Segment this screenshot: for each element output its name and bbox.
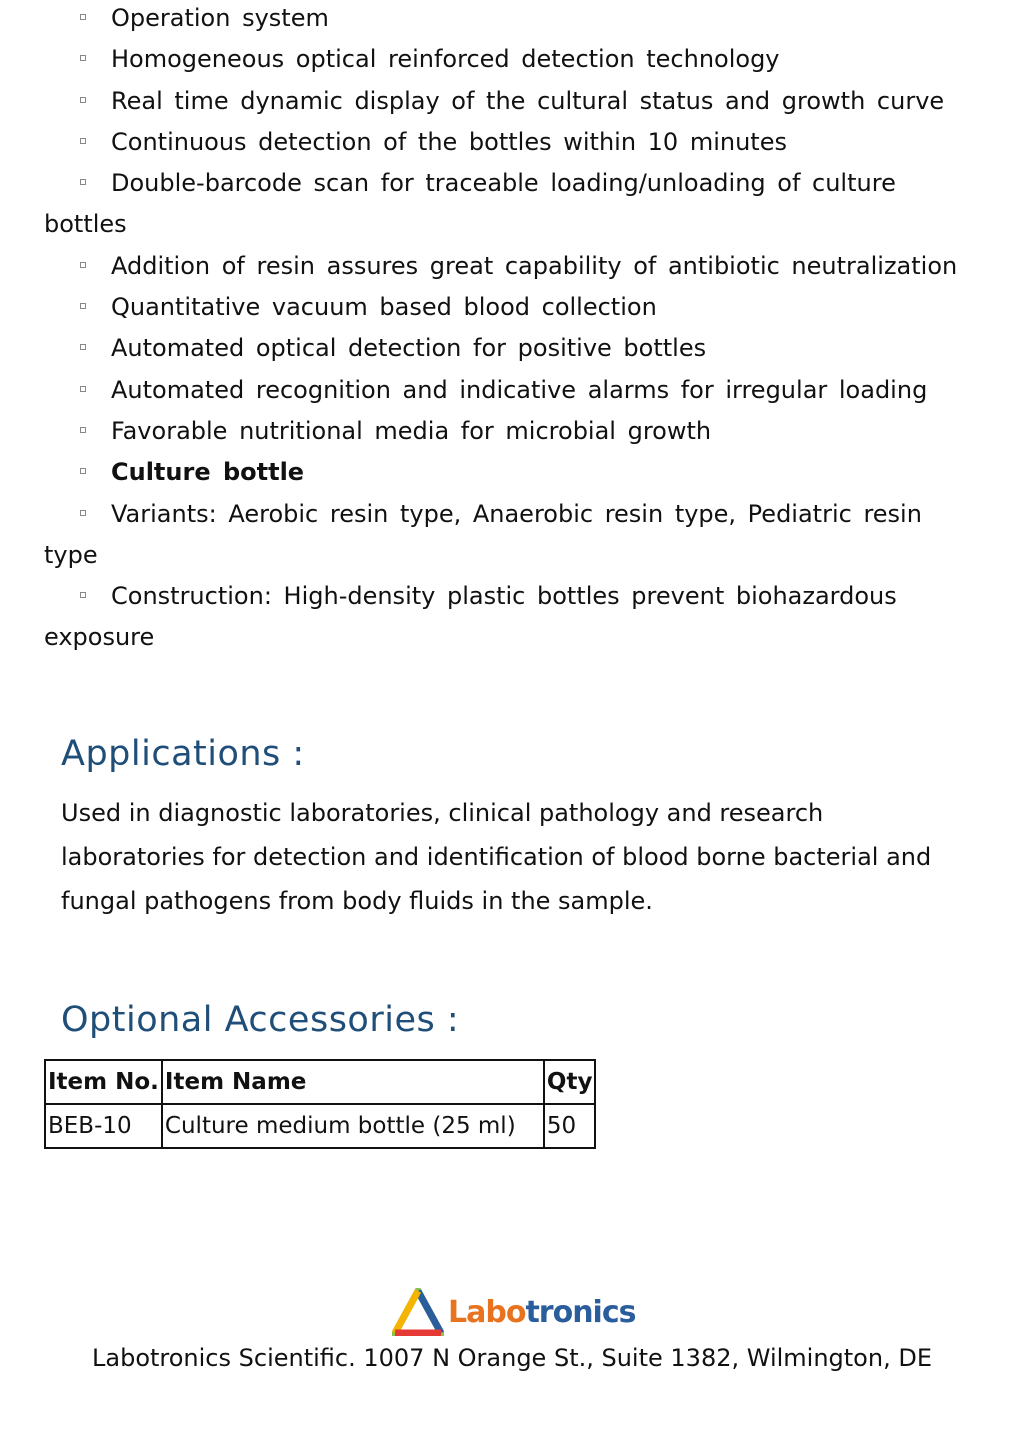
feature-text: Construction: High-density plastic bottles prevent biohazardous exposure — [44, 582, 897, 652]
feature-item — [44, 287, 964, 328]
bullet-icon — [80, 97, 86, 103]
feature-text: Operation system — [111, 4, 329, 32]
bullet-icon — [80, 262, 86, 268]
bullet-icon — [80, 592, 86, 598]
logo-wordmark-part1: Labo — [448, 1294, 526, 1330]
feature-item — [44, 0, 964, 39]
bullet-icon — [80, 386, 86, 392]
feature-text: Continuous detection of the bottles within 10 minutes — [111, 127, 787, 156]
feature-item — [44, 452, 964, 493]
feature-text: Homogeneous optical reinforced detection technology — [111, 45, 780, 74]
feature-text: Favorable nutritional media for microbial growth — [111, 416, 712, 445]
logo-triangle-icon — [392, 1288, 444, 1336]
bullet-icon — [80, 427, 86, 433]
feature-text: Double-barcode scan for traceable loading/unloading of culture bottles — [44, 169, 896, 239]
feature-text: Culture bottle — [111, 458, 305, 487]
feature-text: Automated optical detection for positive bottles — [111, 334, 707, 363]
feature-item — [44, 370, 964, 411]
bullet-icon — [80, 179, 86, 185]
cell-item-no: BEB-10 — [45, 1104, 162, 1148]
bullet-icon — [80, 138, 86, 144]
feature-item — [44, 122, 964, 163]
labotronics-logo — [392, 1288, 635, 1336]
header-qty: Qty — [544, 1060, 596, 1104]
bullet-icon — [80, 510, 86, 516]
logo-wordmark-part2: tronics — [525, 1294, 636, 1330]
applications-heading: Applications : — [61, 734, 305, 774]
feature-item — [44, 81, 964, 122]
feature-item — [44, 494, 964, 577]
feature-item — [44, 246, 964, 287]
table-header-row — [45, 1060, 595, 1104]
header-item-no: Item No. — [45, 1060, 162, 1104]
feature-text: Variants: Aerobic resin type, Anaerobic resin type, Pediatric resin type — [44, 499, 922, 569]
feature-text: Real time dynamic display of the cultural status and growth curve — [111, 86, 945, 115]
feature-list — [44, 0, 964, 659]
accessories-table — [44, 1059, 596, 1149]
feature-text: Addition of resin assures great capability of antibiotic neutralization — [111, 251, 958, 280]
feature-item — [44, 411, 964, 452]
table-row — [45, 1104, 595, 1148]
applications-text: Used in diagnostic laboratories, clinical pathology and research laboratories for detection and identification of blood borne bacterial and fungal pathogens from body fluids in the sample. — [61, 799, 932, 915]
bullet-icon — [80, 14, 86, 20]
cell-qty: 50 — [544, 1104, 596, 1148]
feature-item — [44, 39, 964, 80]
feature-item — [44, 163, 964, 246]
accessories-heading: Optional Accessories : — [61, 1000, 460, 1040]
footer-address: Labotronics Scientific. 1007 N Orange St., Suite 1382, Wilmington, DE — [92, 1344, 932, 1372]
logo-wordmark — [448, 1295, 635, 1330]
bullet-icon — [80, 55, 86, 61]
bullet-icon — [80, 344, 86, 350]
header-item-name: Item Name — [162, 1060, 544, 1104]
feature-item — [44, 328, 964, 369]
bullet-icon — [80, 303, 86, 309]
bullet-icon — [80, 468, 86, 474]
feature-item — [44, 576, 964, 659]
feature-text: Quantitative vacuum based blood collection — [111, 293, 657, 322]
cell-item-name: Culture medium bottle (25 ml) — [162, 1104, 544, 1148]
feature-text: Automated recognition and indicative alarms for irregular loading — [111, 375, 928, 404]
